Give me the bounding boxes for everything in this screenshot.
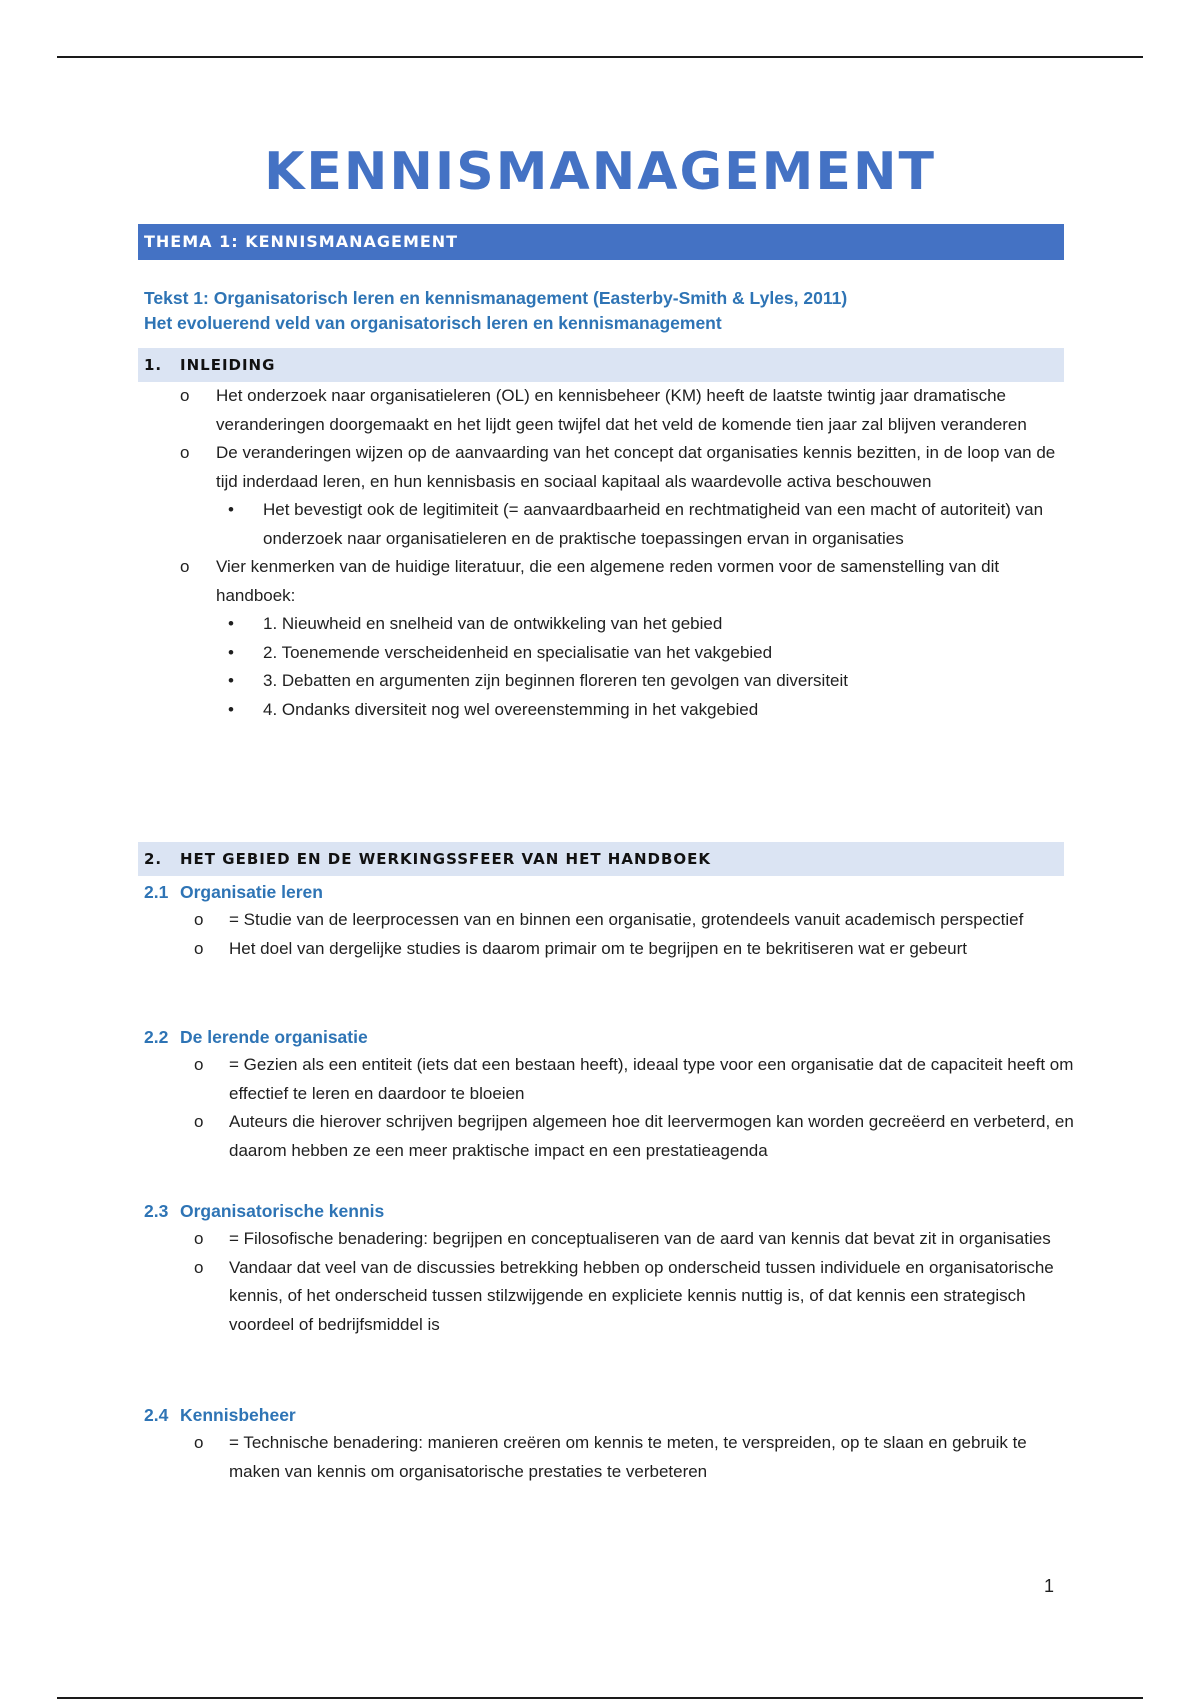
document-title: KENNISMANAGEMENT <box>264 142 936 202</box>
list-item <box>194 1429 1074 1486</box>
list-item-text: = Technische benadering: manieren creëren om kennis te meten, te verspreiden, op te slaan en gebruik te maken van kennis om organisatorische prestaties te verbeteren <box>229 1433 1027 1481</box>
list-item-text: Auteurs die hierover schrijven begrijpen algemeen hoe dit leervermogen kan worden gecreëerd en verbeterd, en daarom hebben ze een meer praktische impact en een prestatieagenda <box>229 1112 1074 1160</box>
bullet-dot: • <box>228 642 234 662</box>
list-item <box>194 1254 1074 1340</box>
bullet-dot: • <box>228 614 234 633</box>
subsection-2-3-list <box>194 1225 1074 1339</box>
subsection-title: Kennisbeheer <box>180 1405 296 1425</box>
subsection-title: Organisatorische kennis <box>180 1201 385 1221</box>
list-item-text: Het bevestigt ook de legitimiteit (= aanvaardbaarheid en rechtmatigheid van een macht of autoriteit) van onderzoek naar organisatieleren en de praktische toepassingen ervan in organisaties <box>263 500 1044 548</box>
list-item <box>194 1225 1074 1254</box>
list-item-text: 1. Nieuwheid en snelheid van de ontwikkeling van het gebied <box>263 614 723 633</box>
subsection-heading-2-2 <box>144 1023 368 1051</box>
section-heading-gebied <box>138 842 1064 876</box>
list-item-text: 2. Toenemende verscheidenheid en specialisatie van het vakgebied <box>263 642 773 662</box>
list-item <box>180 553 1060 610</box>
bullet-dot: • <box>228 671 234 690</box>
subsection-heading-2-1 <box>144 878 323 906</box>
list-item-text: Het onderzoek naar organisatieleren (OL) en kennisbeheer (KM) heeft de laatste twintig jaar dramatische veranderingen doorgemaakt en het lijdt geen twijfel dat het veld de komende tien jaar zal blijven veranderen <box>216 386 1027 434</box>
subsection-number: 2.4 <box>144 1405 169 1425</box>
footer-rule <box>57 1697 1143 1699</box>
bullet-marker: o <box>194 910 204 929</box>
sub-list-item <box>180 496 1060 553</box>
subsection-heading-2-4 <box>144 1401 296 1429</box>
section-number: 1. <box>144 356 163 374</box>
sub-list-item <box>180 639 1060 668</box>
subsection-2-2-list <box>194 1051 1074 1165</box>
text-reference-line2: Het evoluerend veld van organisatorisch leren en kennismanagement <box>144 313 722 333</box>
bullet-marker: o <box>194 1229 204 1248</box>
theme-banner: THEMA 1: KENNISMANAGEMENT <box>138 224 1064 260</box>
subsection-title: Organisatie leren <box>180 882 323 902</box>
subsection-number: 2.3 <box>144 1201 169 1221</box>
text-reference <box>144 286 847 336</box>
list-item-text: Vandaar dat veel van de discussies betrekking hebben op onderscheid tussen individuele en organisatorische kennis, of het onderscheid tussen stilzwijgende en expliciete kennis nuttig is, of dat kennis een strategisch voordeel of bedrijfsmiddel is <box>229 1257 1054 1334</box>
bullet-marker: o <box>180 443 190 462</box>
list-item-text: 4. Ondanks diversiteit nog wel overeenstemming in het vakgebied <box>263 699 759 719</box>
list-item-text: De veranderingen wijzen op de aanvaarding van het concept dat organisaties kennis bezitten, in de loop van de tijd inderdaad leren, en hun kennisbasis en sociaal kapitaal als waardevolle activa beschouwen <box>216 443 1056 491</box>
list-item <box>194 906 1074 935</box>
list-item <box>194 1051 1074 1108</box>
text-reference-line1: Tekst 1: Organisatorisch leren en kennismanagement (Easterby-Smith & Lyles, 2011) <box>144 288 848 308</box>
bullet-marker: o <box>194 1433 204 1452</box>
subsection-number: 2.2 <box>144 1027 169 1047</box>
subsection-2-4-list <box>194 1429 1074 1486</box>
list-item <box>194 1108 1074 1165</box>
section-number: 2. <box>144 850 163 868</box>
subsection-number: 2.1 <box>144 882 169 902</box>
list-item <box>180 439 1060 496</box>
section-label: HET GEBIED EN DE WERKINGSSFEER VAN HET HANDBOEK <box>180 850 711 868</box>
bullet-marker: o <box>180 557 190 576</box>
subsection-heading-2-3 <box>144 1197 384 1225</box>
bullet-marker: o <box>180 386 190 405</box>
section-label: INLEIDING <box>180 356 276 374</box>
bullet-dot: • <box>228 500 234 519</box>
section-heading-inleiding <box>138 348 1064 382</box>
subsection-2-1-list <box>194 906 1074 963</box>
inleiding-list <box>180 382 1060 724</box>
list-item <box>194 935 1074 964</box>
sub-list-item <box>180 610 1060 639</box>
page-number: 1 <box>1044 1576 1055 1596</box>
bullet-marker: o <box>194 1257 204 1277</box>
list-item <box>180 382 1060 439</box>
list-item-text: 3. Debatten en argumenten zijn beginnen floreren ten gevolgen van diversiteit <box>263 671 848 690</box>
list-item-text: = Studie van de leerprocessen van en binnen een organisatie, grotendeels vanuit academisch perspectief <box>229 910 1024 929</box>
subsection-title: De lerende organisatie <box>180 1027 368 1047</box>
list-item-text: Vier kenmerken van de huidige literatuur, die een algemene reden vormen voor de samenstelling van dit handboek: <box>216 557 1000 605</box>
header-rule <box>57 56 1143 58</box>
bullet-marker: o <box>194 938 204 958</box>
bullet-dot: • <box>228 699 234 719</box>
list-item-text: = Filosofische benadering: begrijpen en conceptualiseren van de aard van kennis dat bevat zit in organisaties <box>229 1229 1051 1248</box>
list-item-text: Het doel van dergelijke studies is daarom primair om te begrijpen en te bekritiseren wat er gebeurt <box>229 938 967 958</box>
bullet-marker: o <box>194 1055 204 1074</box>
list-item-text: = Gezien als een entiteit (iets dat een bestaan heeft), ideaal type voor een organisatie dat de capaciteit heeft om effectief te leren en daardoor te bloeien <box>229 1055 1074 1103</box>
sub-list-item <box>180 696 1060 725</box>
bullet-marker: o <box>194 1112 204 1131</box>
sub-list-item <box>180 667 1060 696</box>
